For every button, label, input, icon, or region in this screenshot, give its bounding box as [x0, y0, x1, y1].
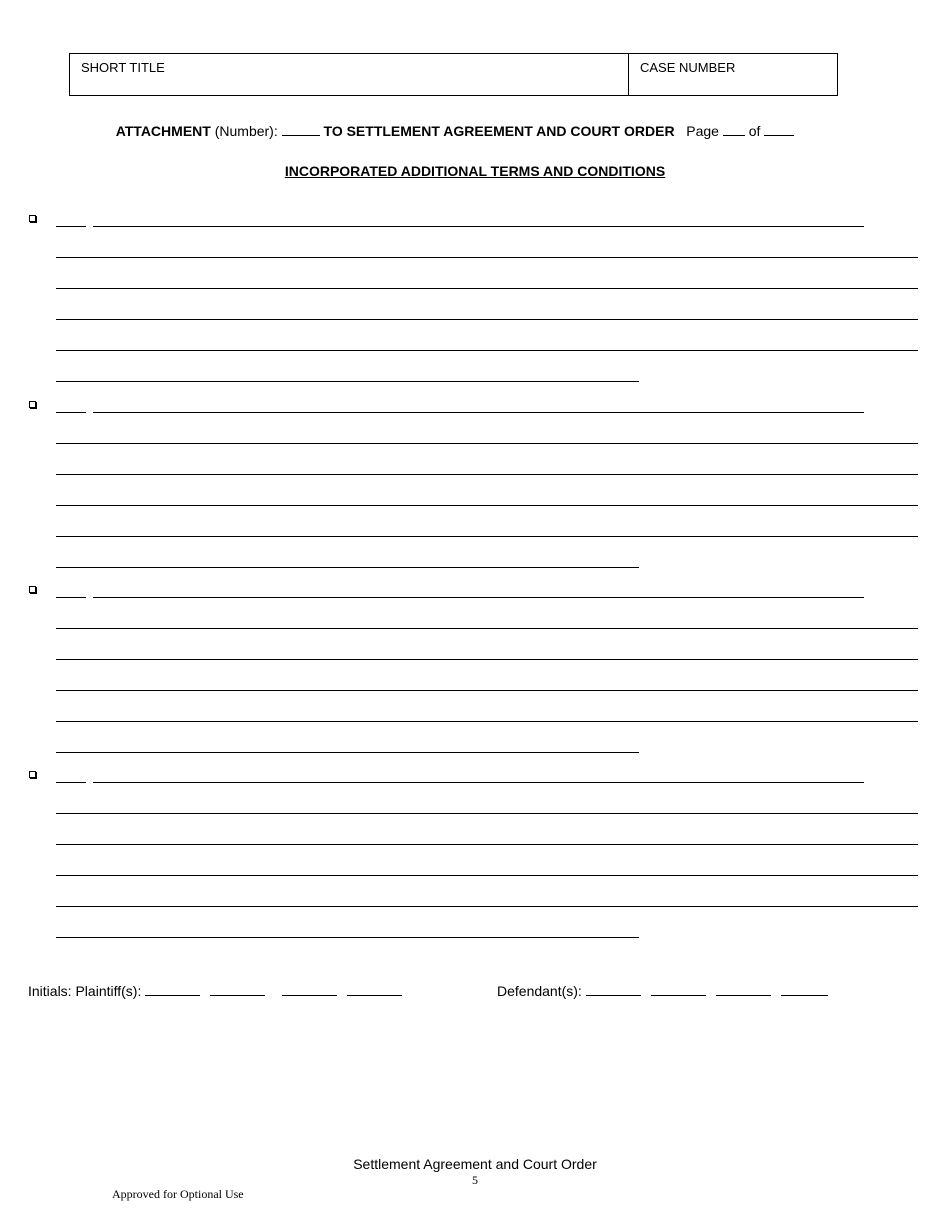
section-subtitle: INCORPORATED ADDITIONAL TERMS AND CONDITIONS: [284, 163, 666, 179]
header-box: [69, 53, 838, 96]
term-text-line[interactable]: [56, 350, 918, 351]
term-text-line[interactable]: [56, 474, 918, 475]
term-number-blank[interactable]: [56, 412, 86, 413]
term-text-line[interactable]: [56, 381, 639, 382]
plaintiff-initials-blank[interactable]: [210, 983, 265, 996]
checkbox-icon[interactable]: [29, 401, 36, 408]
term-text-line[interactable]: [56, 844, 918, 845]
plaintiff-initials-blank[interactable]: [347, 983, 402, 996]
term-number-blank[interactable]: [56, 597, 86, 598]
term-text-line[interactable]: [56, 319, 918, 320]
footer-title: Settlement Agreement and Court Order: [353, 1156, 597, 1172]
defendant-initials-blank[interactable]: [651, 983, 706, 996]
short-title-label: SHORT TITLE: [81, 60, 165, 75]
attachment-line: [0, 123, 910, 139]
term-text-line[interactable]: [56, 505, 918, 506]
total-pages-blank[interactable]: [764, 123, 794, 136]
term-text-line[interactable]: [56, 288, 918, 289]
initials-label: Initials:: [28, 983, 72, 999]
checkbox-icon[interactable]: [29, 771, 36, 778]
initials-defendant-row: [497, 983, 838, 999]
plaintiff-initials-blank[interactable]: [282, 983, 337, 996]
term-number-blank[interactable]: [56, 226, 86, 227]
attachment-main-title: TO SETTLEMENT AGREEMENT AND COURT ORDER: [323, 123, 675, 139]
short-title-field[interactable]: [70, 54, 629, 95]
defendant-initials-blank[interactable]: [716, 983, 771, 996]
initials-plaintiff-row: [28, 983, 412, 999]
defendant-label: Defendant(s):: [497, 983, 582, 999]
defendant-initials-blank[interactable]: [586, 983, 641, 996]
term-text-line[interactable]: [56, 257, 918, 258]
term-text-line[interactable]: [93, 597, 864, 598]
term-text-line[interactable]: [56, 536, 918, 537]
term-text-line[interactable]: [56, 443, 918, 444]
term-text-line[interactable]: [93, 782, 864, 783]
case-number-field[interactable]: [629, 54, 837, 95]
term-number-blank[interactable]: [56, 782, 86, 783]
term-text-line[interactable]: [56, 937, 639, 938]
checkbox-icon[interactable]: [29, 215, 36, 222]
defendant-initials-blank[interactable]: [781, 983, 828, 996]
checkbox-icon[interactable]: [29, 586, 36, 593]
term-text-line[interactable]: [56, 567, 639, 568]
term-text-line[interactable]: [56, 752, 639, 753]
of-label: of: [748, 123, 761, 139]
plaintiff-initials-blank[interactable]: [145, 983, 200, 996]
term-text-line[interactable]: [56, 659, 918, 660]
page-label: Page: [686, 123, 719, 139]
term-text-line[interactable]: [93, 226, 864, 227]
case-number-label: CASE NUMBER: [640, 60, 736, 75]
attachment-number-label: (Number):: [214, 123, 278, 139]
term-text-line[interactable]: [56, 813, 918, 814]
term-text-line[interactable]: [56, 628, 918, 629]
attachment-number-blank[interactable]: [282, 123, 320, 136]
term-text-line[interactable]: [56, 906, 918, 907]
term-text-line[interactable]: [56, 875, 918, 876]
plaintiff-label: Plaintiff(s):: [75, 983, 142, 999]
page-blank[interactable]: [723, 123, 745, 136]
term-text-line[interactable]: [56, 690, 918, 691]
term-text-line[interactable]: [56, 721, 918, 722]
page-number: 5: [472, 1173, 478, 1187]
approved-notice: Approved for Optional Use: [112, 1187, 244, 1201]
term-text-line[interactable]: [93, 412, 864, 413]
attachment-prefix: ATTACHMENT: [115, 123, 211, 139]
